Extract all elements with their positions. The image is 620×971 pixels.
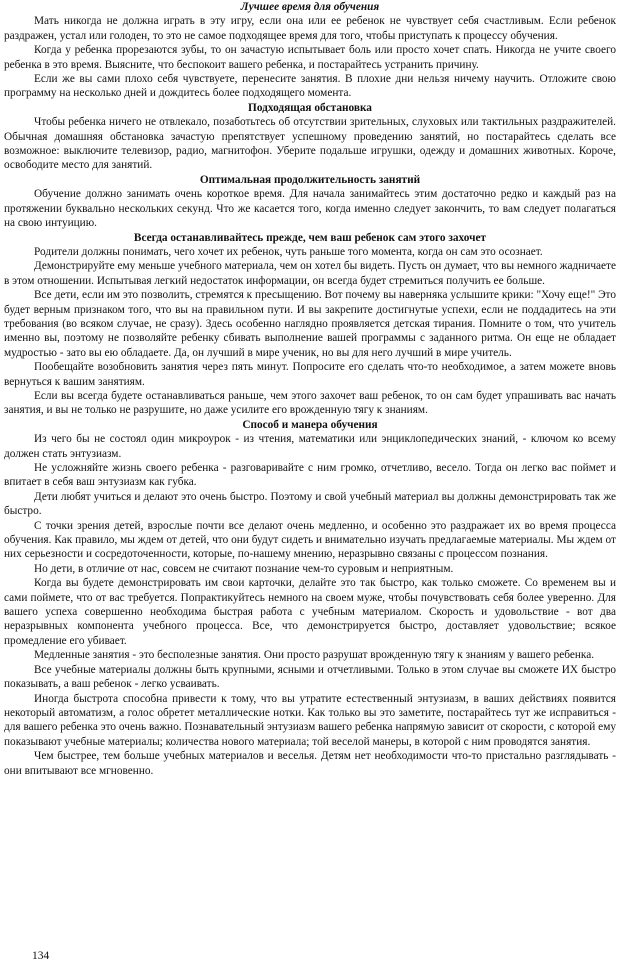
document-page — [4, 0, 616, 778]
paragraph: Родители должны понимать, чего хочет их ребенок, чуть раньше того момента, когда он сам это осознает. — [34, 245, 543, 258]
section-heading-method: Способ и манера обучения — [242, 418, 378, 431]
paragraph: Чем быстрее, тем больше учебных материалов и веселья. Детям нет необходимости что-то пристально разглядывать - они впитывают все мгновенно. — [4, 750, 616, 777]
paragraph: Все учебные материалы должны быть крупными, ясными и отчетливыми. Только в этом случае вы сможете ИХ быстро показывать, а ваш ребенок - легко усваивать. — [4, 663, 616, 691]
page-number: 134 — [32, 950, 50, 962]
paragraph: Чтобы ребенка ничего не отвлекало, позаботьтесь об отсутствии зрительных, слуховых или тактильных раздражителей. Обычная домашняя обстановка зачастую препятствует успешному проведению занятий, но постарайтесь сделать все возможное: выключите телевизор, радио, магнитофон. Уберите подальше игрушки, одежду и домашних животных. Короче, освободите место для занятий. — [4, 116, 616, 172]
paragraph: Медленные занятия - это бесполезные занятия. Они просто разрушат врожденную тягу к знаниям у вашего ребенка. — [34, 649, 595, 662]
paragraph: Все дети, если им это позволить, стремятся к пресыщению. Вот почему вы наверняка услышите крики: "Хочу еще!" Это будет верным признаком того, что вы на правильном пути. И вы закрепите достигнутые успехи, если не поддадитесь на эти требования (во всяком случае, не сразу). Здесь особенно наглядно проявляется детская тирания. Помните о том, что учитель именно вы, поэтому не позволяйте ребенку сбивать выполнение вашей программы с заданного ритма. Он еще не обладает мудростью - зато вы ею обладаете. Да, он лучший в мире ученик, но вы для него лучший в мире учитель. — [4, 289, 616, 359]
paragraph: Когда вы будете демонстрировать им свои карточки, делайте это так быстро, как только сможете. Со временем вы и сами поймете, что от вас требуется. Попрактикуйтесь немного на своем муже, чтобы почувствовать себя более уверенно. Для вашего успеха совершенно необходима быстрая работа с учебным материалом. Скорость и удовольствие - вот два неразрывных компонента учебного процесса. Все, что демонстрируется быстро, доставляет удовольствие; всякое промедление его убивает. — [4, 577, 616, 647]
paragraph: Иногда быстрота способна привести к тому, что вы утратите естественный энтузиазм, в ваших действиях появится некоторый автоматизм, а голос обретет металлические нотки. Как только вы это заметите, постарайтесь тут же исправиться - для вашего ребенка это очень важно. Познавательный энтузиазм вашего ребенка напрямую зависит от скорости, с которой ему показывают учебные материалы; количества нового материала; той веселой манеры, в которой с ним проводятся занятия. — [4, 692, 616, 748]
section-heading-duration: Оптимальная продолжительность занятий — [199, 173, 421, 186]
paragraph: Дети любят учиться и делают это очень быстро. Поэтому и свой учебный материал вы должны демонстрировать так же быстро. — [4, 490, 616, 518]
section-heading-environment: Подходящая обстановка — [248, 101, 372, 114]
paragraph: Мать никогда не должна играть в эту игру, если она или ее ребенок не чувствует себя счастливым. Если ребенок раздражен, устал или голоден, то это не самое подходящее время для того, чтобы приступать к процессу обучения. — [4, 15, 616, 42]
paragraph: Но дети, в отличие от нас, совсем не считают познание чем-то суровым и неприятным. — [34, 562, 454, 575]
paragraph: Не усложняйте жизнь своего ребенка - разговаривайте с ним громко, отчетливо, весело. Тогда он легко вас поймет и впитает в себя ваш энтузиазм как губка. — [4, 462, 616, 489]
paragraph: Демонстрируйте ему меньше учебного материала, чем он хотел бы видеть. Пусть он думает, что вы немного жадничаете в этом отношении. Испытывая легкий недостаток информации, он всегда будет стремиться получить ее больше. — [4, 260, 616, 287]
paragraph: Из чего бы не состоял один микроурок - из чтения, математики или энциклопедических знаний, - ключом ко всему должен стать энтузиазм. — [4, 433, 616, 460]
paragraph: Обучение должно занимать очень короткое время. Для начала занимайтесь этим достаточно редко и каждый раз на протяжении буквально нескольких секунд. Что же касается того, когда именно следует закончить, то вам следует полагаться на свою интуицию. — [4, 188, 616, 230]
paragraph: Если же вы сами плохо себя чувствуете, перенесите занятия. В плохие дни нельзя ничему научить. Отложите свою программу на несколько дней и дождитесь более подходящего момента. — [4, 73, 616, 100]
paragraph: С точки зрения детей, взрослые почти все делают очень медленно, и особенно это раздражает их во время процесса обучения. Как правило, мы ждем от детей, что они будут сидеть и внимательно изучать предлагаемые материалы. Мы ждем от них серьезности и сосредоточенности, которые, по-нашему мнению, неразрывно связаны с процессом познания. — [4, 519, 616, 561]
section-heading-best-time: Лучшее время для обучения — [240, 1, 380, 13]
paragraph: Когда у ребенка прорезаются зубы, то он зачастую испытывает боль или просто хочет спать. Никогда не учите своего ребенка в это время. Выясните, что беспокоит вашего ребенка, и постарайтесь устранить причину. — [4, 44, 616, 71]
paragraph: Пообещайте возобновить занятия через пять минут. Попросите его сделать что-то необходимое, а затем можете вновь вернуться к вашим занятиям. — [4, 361, 616, 388]
paragraph: Если вы всегда будете останавливаться раньше, чем этого захочет ваш ребенок, то он сам будет упрашивать вас начать занятия, и вы не только не разрушите, но даже усилите его врожденную тягу к знаниям. — [4, 389, 616, 417]
section-heading-stop-early: Всегда останавливайтесь прежде, чем ваш ребенок сам этого захочет — [133, 231, 487, 244]
